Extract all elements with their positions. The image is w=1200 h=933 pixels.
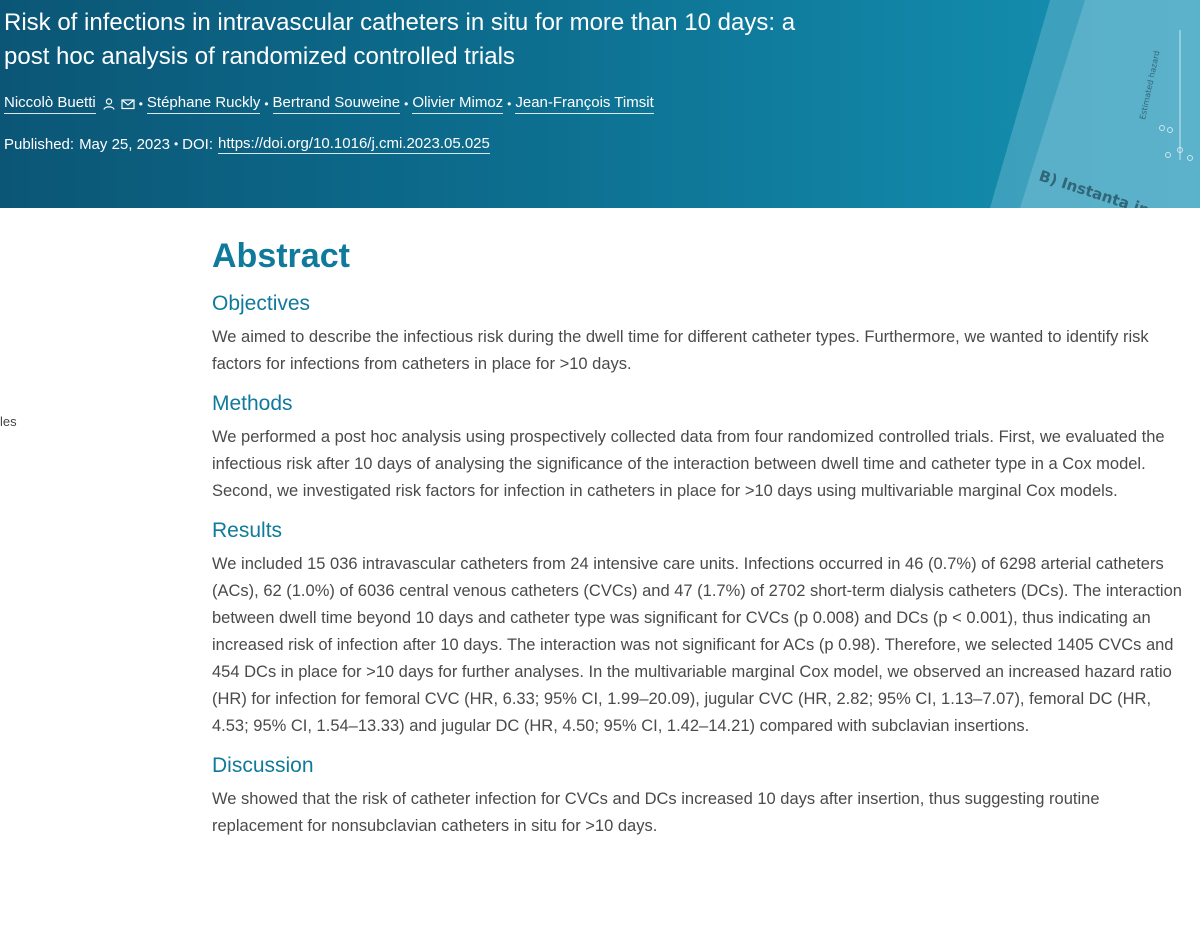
section-text: We showed that the risk of catheter infection for CVCs and DCs increased 10 days after insertion, thus suggesting routine replacement for nonsubclavian catheters in situ for >10 days. — [212, 790, 1100, 835]
section-heading: Methods — [212, 392, 293, 415]
publication-meta — [4, 133, 490, 155]
abstract-results — [212, 517, 1192, 740]
published-date: May 25, 2023 — [79, 135, 170, 153]
section-text: We aimed to describe the infectious risk during the dwell time for different catheter types. Furthermore, we wanted to identify risk factors for infections from catheters in place for >10 days. — [212, 328, 1149, 373]
author-link-2[interactable]: Stéphane Ruckly — [147, 94, 260, 114]
author-link-4[interactable]: Olivier Mimoz — [412, 94, 503, 114]
sidebar-nav-fragment[interactable]: les — [0, 414, 17, 429]
section-text: We performed a post hoc analysis using prospectively collected data from four randomized controlled trials. First, we evaluated the infectious risk after 10 days of analysing the significance of the interaction between dwell time and catheter type in a Cox model. Second, we investigated risk factors for infection in catheters in place for >10 days using multivariable marginal Cox models. — [212, 428, 1165, 500]
bullet-separator: • — [404, 97, 409, 111]
doi-label: DOI: — [182, 135, 214, 153]
bullet-separator: • — [138, 97, 143, 111]
author-list — [4, 93, 654, 115]
section-heading: Results — [212, 519, 283, 542]
article-header-banner — [0, 0, 1200, 208]
section-heading: Objectives — [212, 292, 311, 315]
article-title: Risk of infections in intravascular catheters in situ for more than 10 days: a post hoc analysis of randomized controlled trials — [4, 9, 796, 70]
abstract-heading: Abstract — [212, 237, 350, 275]
abstract-objectives — [212, 290, 1192, 378]
author-link-1[interactable]: Niccolò Buetti — [4, 94, 96, 114]
bullet-separator: • — [507, 97, 512, 111]
section-text: We included 15 036 intravascular catheters from 24 intensive care units. Infections occurred in 46 (0.7%) of 6298 arterial catheters (ACs), 62 (1.0%) of 6036 central venous catheters (CVCs) and 47 (1.7%) of 2702 short-term dialysis catheters (DCs). The interaction between dwell time beyond 10 days and catheter type was significant for CVCs (p 0.008) and DCs (p < 0.001), thus indicating an increased risk of infection after 10 days. The interaction was not significant for ACs (p 0.98). Therefore, we selected 1405 CVCs and 454 DCs in place for >10 days for further analyses. In the multivariable marginal Cox model, we observed an increased hazard ratio (HR) for infection for femoral CVC (HR, 6.33; 95% CI, 1.99–20.09), jugular CVC (HR, 2.82; 95% CI, 1.13–7.07), femoral DC (HR, 4.53; 95% CI, 1.54–13.33) and jugular DC (HR, 4.50; 95% CI, 1.42–14.21) compared with subclavian insertions. — [212, 555, 1182, 735]
section-heading: Discussion — [212, 754, 314, 777]
author-link-5[interactable]: Jean-François Timsit — [515, 94, 653, 114]
abstract-section — [212, 232, 1192, 852]
svg-text:Estimated hazard: Estimated hazard — [1138, 49, 1162, 121]
banner-figure-image — [990, 0, 1200, 208]
author-link-3[interactable]: Bertrand Souweine — [273, 94, 401, 114]
bullet-separator: • — [173, 137, 179, 151]
doi-link[interactable]: https://doi.org/10.1016/j.cmi.2023.05.025 — [218, 134, 490, 152]
published-label: Published: — [4, 135, 75, 153]
person-icon[interactable] — [102, 97, 116, 111]
abstract-methods — [212, 390, 1192, 505]
envelope-icon[interactable] — [121, 97, 135, 111]
bullet-separator: • — [264, 97, 269, 111]
abstract-discussion — [212, 752, 1192, 840]
